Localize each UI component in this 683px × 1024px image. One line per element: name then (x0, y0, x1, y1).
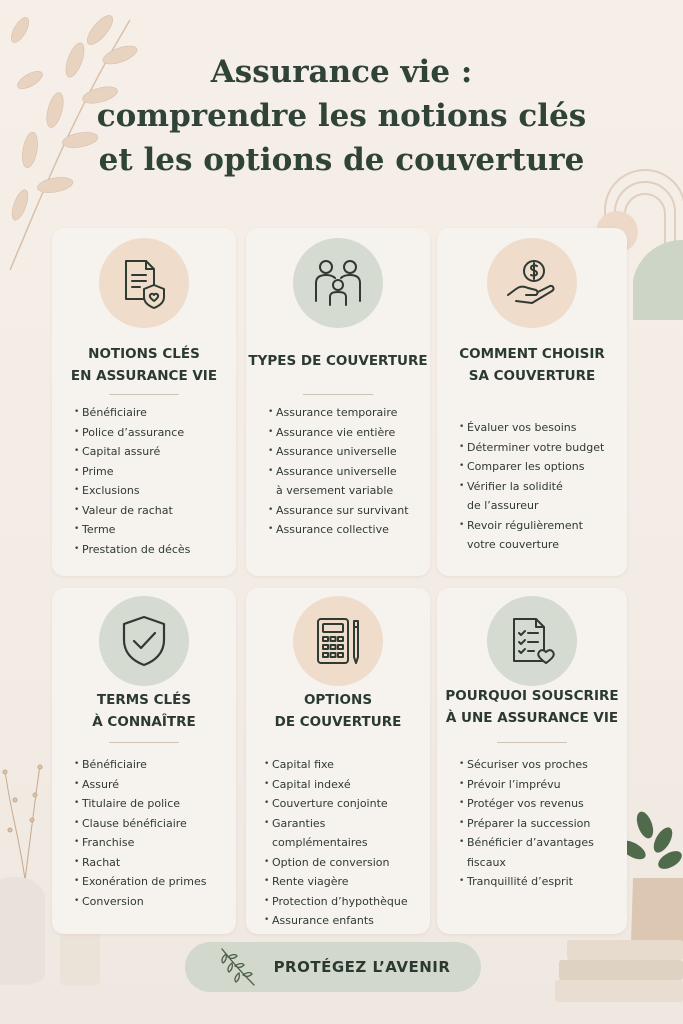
calculator-pen-icon (310, 613, 366, 669)
list-item-line: de l’assureur (467, 499, 539, 512)
family-icon (308, 255, 368, 311)
footer-banner (185, 942, 481, 992)
list-item (459, 516, 619, 555)
card-icon-circle (99, 596, 189, 686)
list-item: • Protection d’hypothèque (264, 892, 422, 912)
list-item: • Exclusions (74, 481, 228, 501)
list-item-line: Assurance universelle (276, 464, 397, 478)
card-items (74, 403, 228, 559)
list-item: • Assurance enfants (264, 911, 422, 931)
card-pourquoi-souscrire (437, 588, 627, 934)
card-icon-circle (293, 596, 383, 686)
card-divider (109, 394, 179, 395)
card-title (437, 343, 627, 387)
card-icon-circle (487, 238, 577, 328)
card-title-line: NOTIONS CLÉS (88, 346, 200, 362)
card-notions-cles (52, 228, 236, 576)
document-heart-icon (116, 255, 172, 311)
list-item-line: Bénéficier d’avantages (467, 836, 594, 849)
list-item: • Déterminer votre budget (459, 438, 619, 458)
list-item: • Option de conversion (264, 853, 422, 873)
card-title-line: À CONNAÎTRE (92, 714, 196, 730)
page-title (0, 50, 683, 182)
card-divider (109, 742, 179, 743)
card-title (437, 685, 627, 729)
page-title-line2: comprendre les notions clés (96, 98, 587, 134)
card-title-line: POURQUOI SOUSCRIRE (445, 688, 619, 704)
list-item: • Police d’assurance (74, 423, 228, 443)
list-item: • Assurance collective (268, 520, 422, 540)
list-item: • Comparer les options (459, 457, 619, 477)
list-item: • Prévoir l’imprévu (459, 775, 619, 795)
leaf-branch-icon (216, 945, 260, 989)
list-item: • Assurance temporaire (268, 403, 422, 423)
shield-check-icon (118, 613, 170, 669)
list-item-line: fiscaux (467, 855, 506, 869)
card-items (74, 755, 228, 911)
list-item: • Tranquillité d’esprit (459, 872, 619, 892)
list-item: • Prestation de décès (74, 540, 228, 560)
card-title-line: TYPES DE COUVERTURE (248, 353, 428, 369)
list-item: • Assurance vie entière (268, 423, 422, 443)
list-item-line: Vérifier la solidité (467, 479, 563, 493)
card-items (268, 403, 422, 540)
card-title-line: COMMENT CHOISIR (459, 346, 605, 362)
list-item: • Garanties complémentaires (264, 814, 422, 853)
list-item-line: Revoir régulièrement (467, 518, 583, 532)
list-item: • Clause bénéficiaire (74, 814, 228, 834)
list-item: • Rachat (74, 853, 228, 873)
card-title (52, 689, 236, 733)
card-divider (497, 742, 567, 743)
list-item: • Capital fixe (264, 755, 422, 775)
hand-coin-icon (502, 255, 562, 311)
list-item: • Bénéficiaire (74, 403, 228, 423)
card-title-line: À UNE ASSURANCE VIE (445, 710, 619, 726)
card-title-line: OPTIONS (303, 692, 373, 708)
list-item-line: à versement variable (276, 484, 394, 497)
list-item: • Évaluer vos besoins (459, 418, 619, 438)
page-title-line3: et les options de couverture (98, 142, 585, 178)
list-item: • Capital assuré (74, 442, 228, 462)
card-icon-circle (99, 238, 189, 328)
card-title-line: TERMS CLÉS (96, 692, 192, 708)
list-item: • Franchise (74, 833, 228, 853)
card-divider (303, 394, 373, 395)
card-terms-cles (52, 588, 236, 934)
list-item: • Exonération de primes (74, 872, 228, 892)
page-title-line1: Assurance vie : (210, 54, 473, 90)
card-items (459, 418, 619, 555)
list-item: • Protéger vos revenus (459, 794, 619, 814)
list-item: • Rente viagère (264, 872, 422, 892)
checklist-heart-icon (504, 613, 560, 669)
list-item: • Couverture conjointe (264, 794, 422, 814)
list-item: • Sécuriser vos proches (459, 755, 619, 775)
list-item (459, 477, 619, 516)
list-item-line: votre couverture (467, 538, 559, 551)
list-item (268, 462, 422, 501)
list-item: • Titulaire de police (74, 794, 228, 814)
list-item: • Terme (74, 520, 228, 540)
list-item: • Assurance universelle (268, 442, 422, 462)
card-title-line: SA COUVERTURE (468, 368, 596, 384)
card-icon-circle (487, 596, 577, 686)
list-item: • Conversion (74, 892, 228, 912)
list-item: • Assurance sur survivant (268, 501, 422, 521)
card-types-couverture (246, 228, 430, 576)
list-item (459, 833, 619, 872)
card-items (264, 755, 422, 931)
card-title-line: DE COUVERTURE (274, 714, 402, 730)
card-title (246, 350, 430, 372)
card-comment-choisir (437, 228, 627, 576)
list-item: • Assuré (74, 775, 228, 795)
card-options-couverture (246, 588, 430, 934)
list-item: • Valeur de rachat (74, 501, 228, 521)
card-icon-circle (293, 238, 383, 328)
card-items (459, 755, 619, 892)
footer-label: PROTÉGEZ L’AVENIR (273, 958, 451, 976)
card-title-line: EN ASSURANCE VIE (70, 368, 218, 384)
card-title (246, 689, 430, 733)
list-item: • Capital indexé (264, 775, 422, 795)
list-item: • Bénéficiaire (74, 755, 228, 775)
list-item: • Préparer la succession (459, 814, 619, 834)
list-item: • Prime (74, 462, 228, 482)
card-title (52, 343, 236, 387)
